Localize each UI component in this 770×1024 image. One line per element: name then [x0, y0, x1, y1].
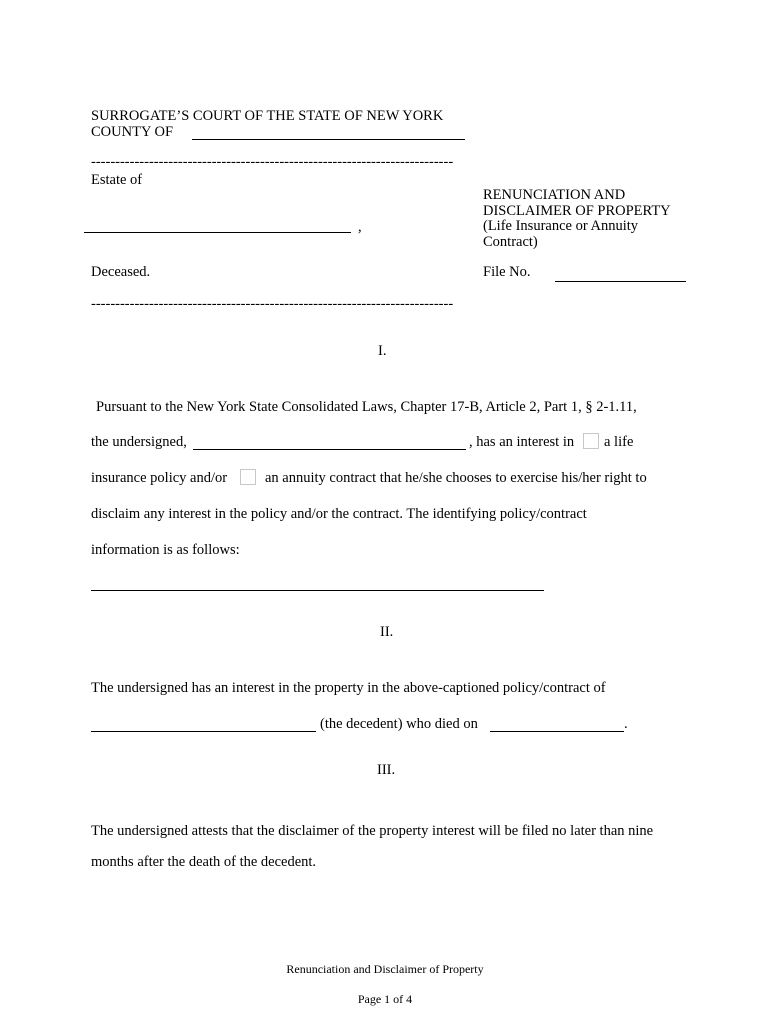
section-1-line2-end: a life	[604, 434, 634, 450]
life-insurance-checkbox[interactable]	[583, 433, 599, 451]
section-1-line1: Pursuant to the New York State Consolidated Laws, Chapter 17-B, Article 2, Part 1, § 2-1.11,	[96, 399, 637, 415]
page-number: Page 1 of 4	[357, 992, 413, 1006]
estate-of-label: Estate of	[91, 172, 143, 188]
caption-separator-top: ---------------------------------------------------------------------------	[91, 154, 454, 170]
section-3-line1: The undersigned attests that the disclaimer of the property interest will be filed no later than nine	[91, 823, 654, 839]
document-title-line4: Contract)	[483, 234, 538, 250]
estate-name-comma: ,	[358, 219, 362, 235]
annuity-contract-checkbox[interactable]	[240, 469, 256, 487]
deceased-label: Deceased.	[91, 264, 151, 280]
section-1-line5: information is as follows:	[91, 542, 240, 558]
checkbox-icon[interactable]	[240, 469, 256, 485]
estate-name-blank[interactable]	[84, 232, 351, 233]
county-blank[interactable]	[192, 139, 465, 140]
undersigned-name-blank[interactable]	[193, 449, 466, 450]
section-3-heading: III.	[377, 762, 396, 778]
file-no-label: File No.	[483, 264, 531, 280]
section-1-heading: I.	[378, 343, 387, 359]
document-title-line3: (Life Insurance or Annuity	[483, 218, 639, 234]
section-2-heading: II.	[380, 624, 394, 640]
section-1-line3-end: an annuity contract that he/she chooses to exercise his/her right to	[265, 470, 647, 486]
section-2-line1: The undersigned has an interest in the property in the above-captioned policy/contract of	[91, 680, 606, 696]
section-1-line3-start: insurance policy and/or	[91, 470, 228, 486]
file-no-blank[interactable]	[555, 281, 686, 282]
document-title-line1: RENUNCIATION AND	[483, 187, 626, 203]
section-1-line2-middle: , has an interest in	[469, 434, 575, 450]
section-2-line2-end: .	[624, 716, 628, 732]
footer-title: Renunciation and Disclaimer of Property	[286, 962, 484, 976]
section-1-line4: disclaim any interest in the policy and/or the contract. The identifying policy/contract	[91, 506, 587, 522]
document-title-line2: DISCLAIMER OF PROPERTY	[483, 203, 671, 219]
court-name: SURROGATE’S COURT OF THE STATE OF NEW YORK	[91, 108, 444, 124]
section-3-line2: months after the death of the decedent.	[91, 854, 317, 870]
section-2-line2-middle: (the decedent) who died on	[320, 716, 478, 732]
decedent-name-blank[interactable]	[91, 731, 316, 732]
date-of-death-blank[interactable]	[490, 731, 624, 732]
county-label: COUNTY OF	[91, 124, 174, 140]
caption-separator-bottom: ---------------------------------------------------------------------------	[91, 296, 454, 312]
section-1-line2-start: the undersigned,	[91, 434, 187, 450]
checkbox-icon[interactable]	[583, 433, 599, 449]
policy-info-blank[interactable]	[91, 590, 544, 591]
